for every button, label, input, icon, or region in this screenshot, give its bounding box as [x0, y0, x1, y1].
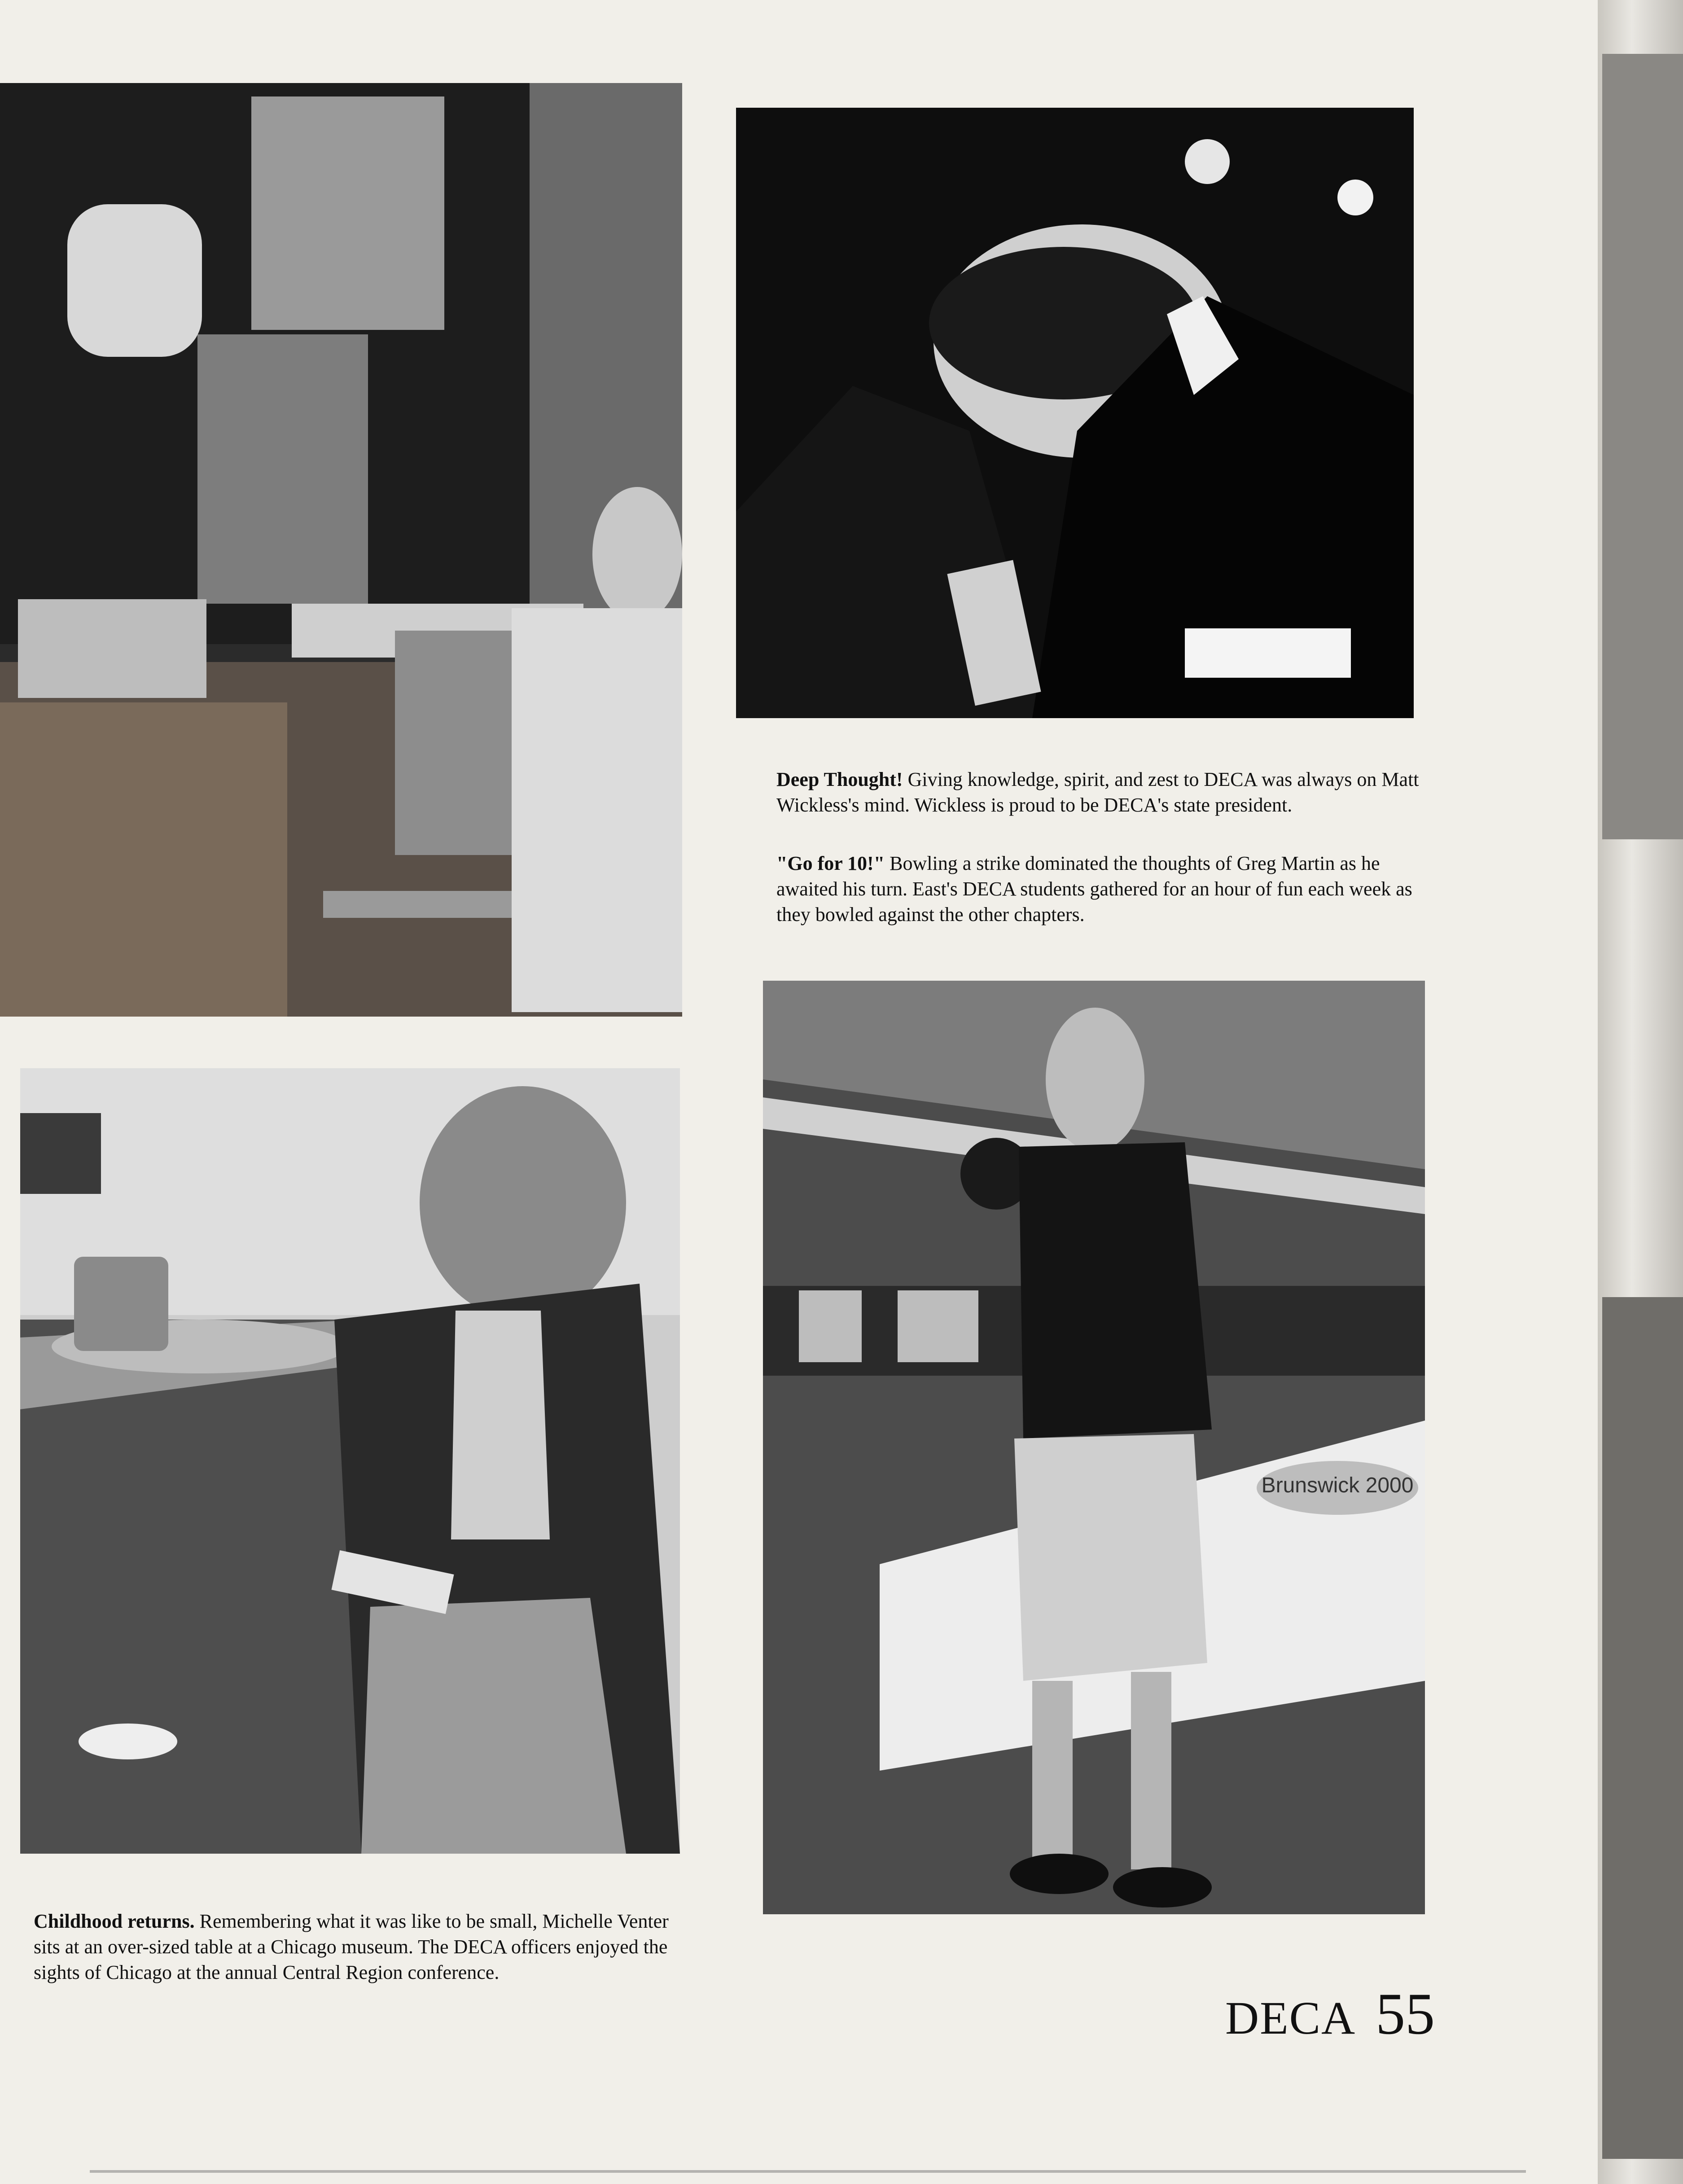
caption-go-for-10 — [776, 851, 1423, 927]
page-edge-tab-lower — [1602, 1297, 1683, 2159]
caption-deep-thought — [776, 767, 1423, 818]
page-edge-tab-upper — [1602, 54, 1683, 839]
bowling-sign-text: Brunswick 2000 — [1261, 1474, 1414, 1497]
scan-artifact-line — [90, 2170, 1526, 2173]
bowling-photo — [763, 981, 1425, 1914]
caption-lead: Deep Thought! — [776, 768, 903, 790]
caption-childhood — [34, 1908, 680, 1985]
caption-body: Bowling a strike dominated the thoughts of Greg Martin as he awaited his turn. East's DECA students gathered for an hour of fun each week as they bowled against the other chapters. — [776, 852, 1412, 925]
caption-lead: "Go for 10!" — [776, 852, 885, 874]
museum-photo — [20, 1068, 680, 1854]
caption-body: Remembering what it was like to be small, Michelle Venter sits at an over-sized table at a Chicago museum. The DECA officers enjoyed the sights of Chicago at the annual Central Region conference. — [34, 1910, 669, 1983]
page-folio — [1225, 1979, 1435, 2048]
folio-page-number: 55 — [1376, 1981, 1435, 2047]
caption-lead: Childhood returns. — [34, 1910, 195, 1932]
caption-body: Giving knowledge, spirit, and zest to DECA was always on Matt Wickless's mind. Wickless is proud to be DECA's state president. — [776, 768, 1419, 816]
office-photo — [0, 83, 682, 1017]
deep-thought-photo — [736, 108, 1414, 718]
folio-section-name: DECA — [1225, 1992, 1356, 2044]
